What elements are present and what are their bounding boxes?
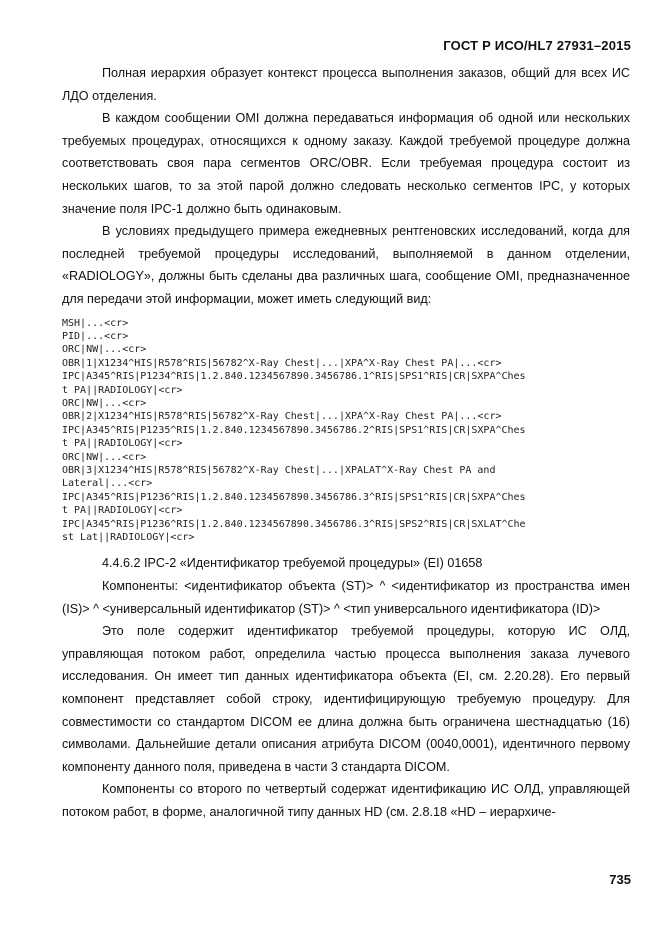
page-number: 735 (609, 872, 631, 887)
code-line: OBR|2|X1234^HIS|R578^RIS|56782^X-Ray Chest|...|XPA^X-Ray Chest PA|...<cr> (62, 411, 502, 423)
code-line: PID|...<cr> (62, 330, 129, 342)
paragraph: Это поле содержит идентификатор требуемой процедуры, которую ИС ОЛД, управляющая потоком работ, определила частью процесса выполнения заказа лучевого исследования. Он имеет тип данных идентификатора объекта (EI, см. 2.20.28). Его первый компонент представляет собой строку, идентифицирующую требуемую процедуру. Для совместимости со стандартом DICOM ее длина должна быть ограничена шестнадцатью (16) символами. Дальнейшие детали описания атрибута DICOM (0040,0001), идентичного первому компоненту данного поля, приведена в части 3 стандарта DICOM. (62, 624, 630, 774)
code-line: ORC|NW|...<cr> (62, 397, 147, 409)
code-line: Lateral|...<cr> (62, 478, 153, 490)
section-heading: 4.4.6.2 IPC-2 «Идентификатор требуемой процедуры» (EI) 01658 (102, 556, 483, 571)
paragraph: Компоненты со второго по четвертый содержат идентификацию ИС ОЛД, управляющей потоком работ, в форме, аналогичной типу данных HD (см. 2.8.18 «HD – иерархиче- (62, 782, 630, 819)
code-line: t PA||RADIOLOGY|<cr> (62, 505, 183, 517)
code-line: MSH|...<cr> (62, 317, 129, 329)
paragraph: В условиях предыдущего примера ежедневных рентгеновских исследований, когда для последней требуемой процедуры исследований, выполняемой в данном отделении, «RADIOLOGY», должны быть сделаны два различных шага, сообщение OMI, предназначенное для передачи этой информации, может иметь следующий вид: (62, 224, 630, 306)
code-line: OBR|1|X1234^HIS|R578^RIS|56782^X-Ray Chest|...|XPA^X-Ray Chest PA|...<cr> (62, 357, 502, 369)
code-line: IPC|A345^RIS|P1234^RIS|1.2.840.1234567890.3456786.1^RIS|SPS1^RIS|CR|SXPA^Ches (62, 371, 526, 383)
paragraph: В каждом сообщении OMI должна передаваться информация об одной или нескольких требуемых процедурах, относящихся к одному заказу. Каждой требуемой процедуре должна соответствовать своя пара сегментов ORC/OBR. Если требуемая процедура состоит из нескольких шагов, то за этой парой должно следовать несколько сегментов IPC, у которых значение поля IPC-1 должно быть одинаковым. (62, 111, 630, 216)
code-line: IPC|A345^RIS|P1236^RIS|1.2.840.1234567890.3456786.3^RIS|SPS2^RIS|CR|SXLAT^Che (62, 518, 526, 530)
code-line: t PA||RADIOLOGY|<cr> (62, 384, 183, 396)
paragraph: Полная иерархия образует контекст процесса выполнения заказов, общий для всех ИС ЛДО отделения. (62, 66, 630, 103)
code-line: IPC|A345^RIS|P1236^RIS|1.2.840.1234567890.3456786.3^RIS|SPS1^RIS|CR|SXPA^Ches (62, 491, 526, 503)
code-line: t PA||RADIOLOGY|<cr> (62, 438, 183, 450)
code-line: st Lat||RADIOLOGY|<cr> (62, 532, 195, 544)
document-body (62, 62, 630, 824)
code-line: OBR|3|X1234^HIS|R578^RIS|56782^X-Ray Chest|...|XPALAT^X-Ray Chest PA and (62, 465, 496, 476)
document-header: ГОСТ Р ИСО/HL7 27931–2015 (443, 38, 631, 53)
code-line: ORC|NW|...<cr> (62, 451, 147, 463)
code-line: ORC|NW|...<cr> (62, 344, 147, 356)
paragraph: Компоненты: <идентификатор объекта (ST)> ^ <идентификатор из пространства имен (IS)> ^ <универсальный идентификатор (ST)> ^ <тип универсального идентификатора (ID)> (62, 579, 630, 616)
code-example (62, 317, 630, 545)
code-line: IPC|A345^RIS|P1235^RIS|1.2.840.1234567890.3456786.2^RIS|SPS1^RIS|CR|SXPA^Ches (62, 424, 526, 436)
